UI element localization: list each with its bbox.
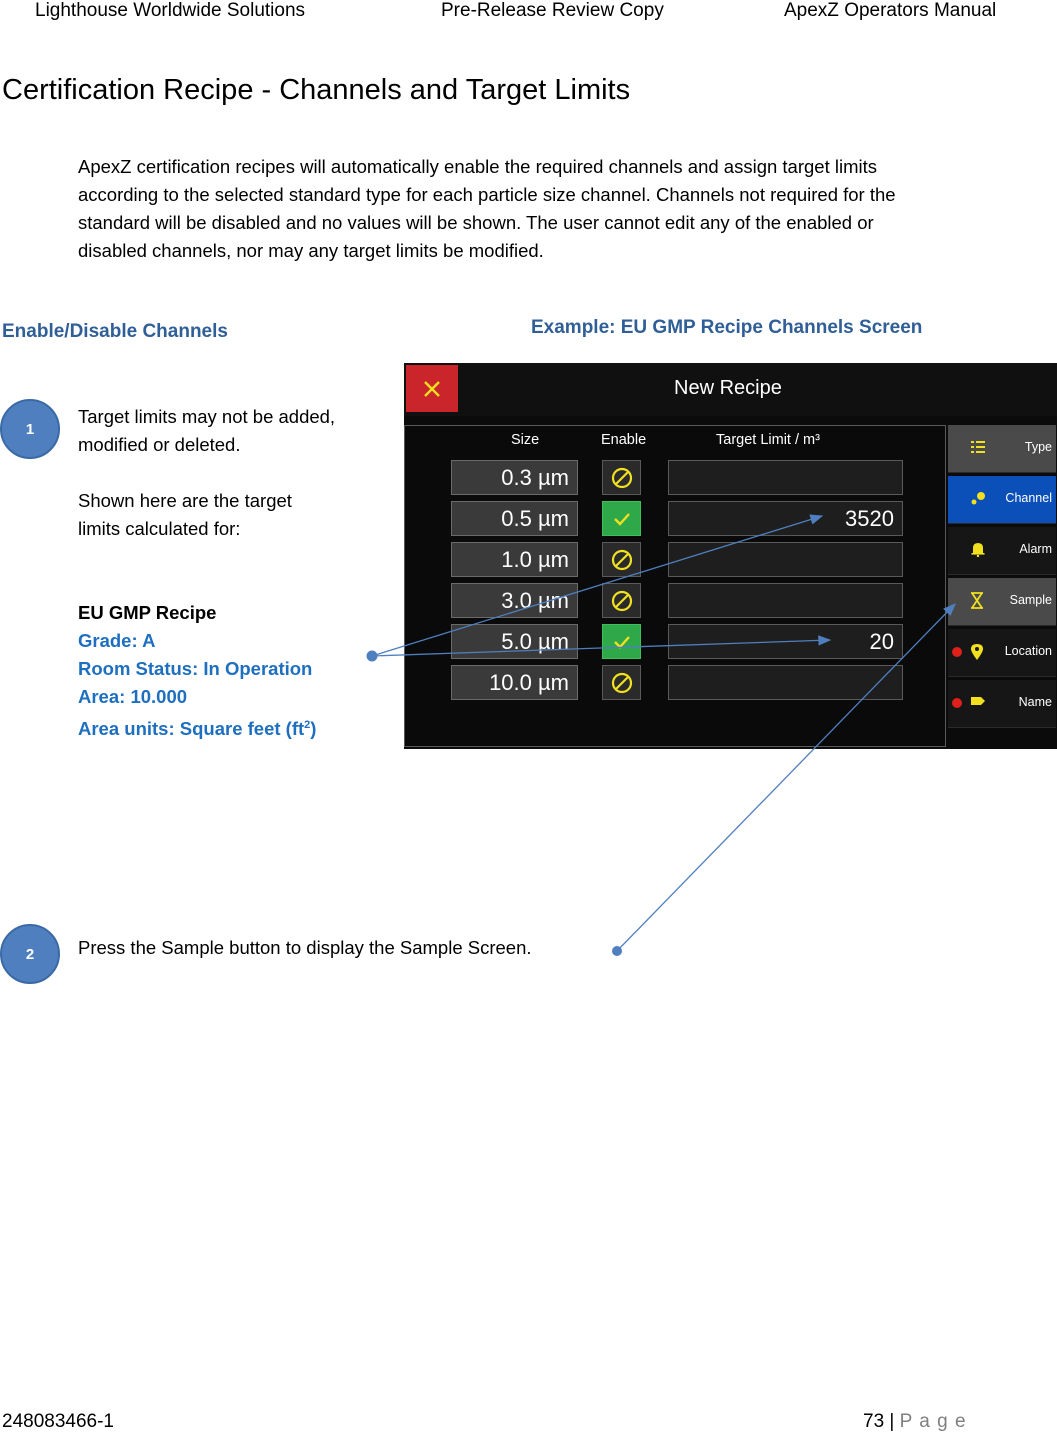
- step-1-line: Target limits may not be added,: [78, 406, 336, 427]
- intro-line: standard will be disabled and no values will be shown. The user cannot edit any of the enabled or: [78, 212, 874, 233]
- callout-arrow-sample: [617, 604, 955, 951]
- intro-line: disabled channels, nor may any target limits be modified.: [78, 240, 544, 261]
- column-header-size: Size: [511, 432, 540, 448]
- column-header-enable: Enable: [601, 432, 647, 448]
- area-units-close: ): [310, 718, 317, 740]
- target-limit-field[interactable]: 20: [668, 624, 903, 659]
- sidebar-item-label: Name: [1018, 695, 1052, 709]
- intro-line: according to the selected standard type for each particle size channel. Channels not required for the: [78, 184, 896, 205]
- footer-page: 73 | P a g e: [863, 1411, 967, 1432]
- header-manual-title: ApexZ Operators Manual: [784, 0, 997, 21]
- page-title: Certification Recipe - Channels and Target Limits: [2, 74, 631, 106]
- footer-doc-number: 248083466-1: [2, 1411, 114, 1432]
- callout-anchor-dot: [367, 651, 378, 662]
- area-units-superscript: 2: [304, 719, 311, 731]
- recipe-grade: Grade: A: [78, 630, 156, 651]
- sidebar-item-label: Sample: [1009, 593, 1052, 607]
- page-label: P a g e: [899, 1411, 967, 1432]
- header-company: Lighthouse Worldwide Solutions: [35, 0, 306, 21]
- device-screen-title: New Recipe: [674, 377, 782, 399]
- step-2-text: Press the Sample button to display the Sample Screen.: [78, 937, 532, 958]
- callout-anchor-dot: [612, 946, 622, 956]
- example-heading: Example: EU GMP Recipe Channels Screen: [531, 317, 923, 338]
- size-value: 5.0 µm: [451, 624, 578, 659]
- recipe-area: Area: 10.000: [78, 686, 188, 707]
- sidebar-item-label: Alarm: [1019, 542, 1052, 556]
- size-value: 3.0 µm: [451, 583, 578, 618]
- size-value: 0.3 µm: [451, 460, 578, 495]
- callout-arrow-3520: [372, 516, 822, 656]
- size-value: 0.5 µm: [451, 501, 578, 536]
- sidebar-item-label: Location: [1004, 644, 1052, 658]
- size-value: 1.0 µm: [451, 542, 578, 577]
- recipe-room-status: Room Status: In Operation: [78, 658, 313, 679]
- step-1-line: modified or deleted.: [78, 434, 241, 455]
- step-1-badge: 1: [0, 399, 60, 459]
- step-1-line: Shown here are the target: [78, 490, 292, 511]
- sidebar-item-label: Channel: [1005, 491, 1052, 505]
- target-limit-field[interactable]: 3520: [668, 501, 903, 536]
- column-header-target-limit: Target Limit / m³: [716, 432, 820, 448]
- section-heading: Enable/Disable Channels: [2, 321, 228, 342]
- header-review-copy: Pre-Release Review Copy: [441, 0, 664, 21]
- step-2-badge: 2: [0, 924, 60, 984]
- recipe-title: EU GMP Recipe: [78, 602, 217, 623]
- step-1-line: limits calculated for:: [78, 518, 241, 539]
- sidebar-item-label: Type: [1024, 440, 1052, 454]
- area-units-text: Area units: Square feet (ft: [78, 718, 305, 740]
- page-number: 73: [863, 1411, 885, 1432]
- callout-arrow-20: [372, 640, 830, 656]
- size-value: 10.0 µm: [451, 665, 578, 700]
- intro-line: ApexZ certification recipes will automatically enable the required channels and assign target limits: [78, 156, 877, 177]
